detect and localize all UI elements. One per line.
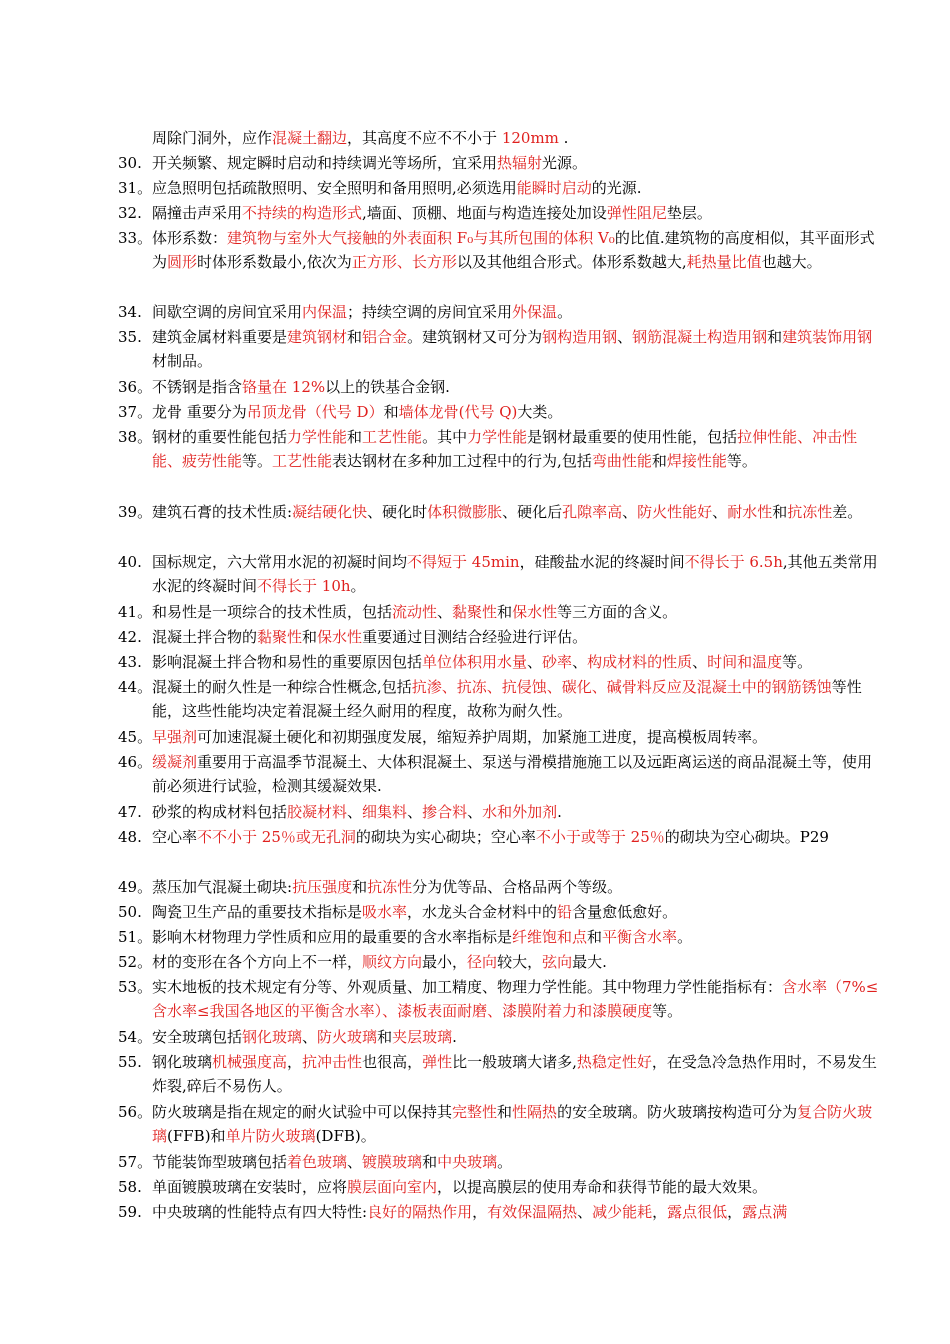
item-text: . — [452, 1028, 457, 1046]
item-text: 龙骨 重要分为 — [152, 403, 247, 421]
highlighted-term: 流动性 — [392, 603, 438, 621]
item-text: 和 — [352, 878, 368, 896]
highlighted-term: 胶凝材料 — [287, 803, 348, 821]
item-text: (DFB)。 — [315, 1127, 376, 1145]
item-number: 39。 — [118, 503, 153, 521]
highlighted-term: 弯曲性能 — [591, 452, 652, 470]
item-number: 54。 — [118, 1028, 153, 1046]
highlighted-term: 纤维饱和点 — [512, 928, 588, 946]
item-text: 重要通过目测结合经验进行评估。 — [362, 628, 588, 646]
item-text: 垫层。 — [666, 204, 712, 222]
highlighted-term: 膜层面向室内 — [347, 1178, 438, 1196]
item-text: 也很高， — [362, 1053, 423, 1071]
highlighted-term: 砂率 — [542, 653, 573, 671]
item-text: 光源。 — [542, 154, 588, 172]
highlighted-term: 热辐射 — [497, 154, 543, 172]
item-number: 33。 — [118, 229, 153, 247]
list-item — [118, 1175, 886, 1199]
highlighted-term: 径向 — [467, 953, 498, 971]
item-text: 周除门洞外，应作 — [152, 129, 273, 147]
highlighted-term: 黏聚性 — [452, 603, 498, 621]
highlighted-term: 体积微膨胀 — [427, 503, 503, 521]
highlighted-term: 不得长于 6.5h — [684, 553, 783, 571]
highlighted-term: 平衡含水率 — [602, 928, 678, 946]
item-text: 混凝土拌合物的 — [152, 628, 258, 646]
highlighted-term: 减少能耗 — [592, 1203, 653, 1221]
list-item — [118, 226, 886, 274]
highlighted-term: 内保温 — [302, 303, 348, 321]
item-number: 56。 — [118, 1103, 153, 1121]
highlighted-term: 焊接性能 — [666, 452, 727, 470]
item-text: 节能装饰型玻璃包括 — [152, 1153, 288, 1171]
highlighted-term: 不持续的构造形式 — [242, 204, 363, 222]
highlighted-term: 凝结硬化快 — [292, 503, 368, 521]
item-number: 37。 — [118, 403, 153, 421]
item-text: 含量愈低愈好。 — [572, 903, 678, 921]
highlighted-term: 有效保温隔热 — [487, 1203, 578, 1221]
list-item — [118, 126, 886, 150]
item-text: 影响木材物理力学性质和应用的最重要的含水率指标是 — [152, 928, 513, 946]
item-text: 钢化玻璃 — [152, 1053, 213, 1071]
highlighted-term: 露点满 — [742, 1203, 788, 1221]
highlighted-term: 保水性 — [317, 628, 363, 646]
item-number: 30. — [118, 154, 142, 172]
list-item — [118, 625, 886, 649]
item-text: 最大. — [572, 953, 607, 971]
list-item — [118, 425, 886, 473]
highlighted-term: 耐水性 — [727, 503, 773, 521]
item-text: ， — [727, 1203, 743, 1221]
item-text: 不锈钢是指含 — [152, 378, 243, 396]
item-text: 比一般玻璃大诸多, — [452, 1053, 577, 1071]
highlighted-term: 抗冻性 — [367, 878, 413, 896]
highlighted-term: 保水性 — [512, 603, 558, 621]
highlighted-term: 建筑装饰用钢 — [782, 328, 873, 346]
list-item — [118, 500, 886, 524]
highlighted-term: 能瞬时启动 — [516, 179, 592, 197]
highlighted-term: 夹层玻璃 — [392, 1028, 453, 1046]
highlighted-term: 钢构造用钢 — [542, 328, 618, 346]
highlighted-term: 拉伸性能、冲击性能、疲劳性能 — [152, 428, 858, 470]
list-item — [118, 900, 886, 924]
item-text: . — [557, 803, 562, 821]
item-text: ,其他五类常用水泥的终凝时间 — [152, 553, 878, 595]
list-item — [118, 1150, 886, 1174]
item-text: 开关频繁、规定瞬时启动和持续调光等场所，宜采用 — [152, 154, 498, 172]
item-text: 、 — [692, 653, 708, 671]
list-item — [118, 151, 886, 175]
item-text: ，其高度不应不不小于 — [347, 129, 502, 147]
highlighted-term: 含水率（7%≤含水率≤我国各地区的平衡含水率）、漆板表面耐磨、漆膜附着力和漆膜硬度 — [152, 978, 879, 1020]
highlighted-term: 镀膜玻璃 — [362, 1153, 423, 1171]
highlighted-term: 防火玻璃 — [317, 1028, 378, 1046]
highlighted-term: 铬量在 12% — [242, 378, 326, 396]
item-text: 等。 — [242, 452, 273, 470]
item-text: 。 — [350, 577, 366, 595]
list-item — [118, 825, 886, 849]
list-item — [118, 1200, 886, 1224]
highlighted-term: 孔隙率高 — [562, 503, 623, 521]
item-text: 是钢材最重要的使用性能，包括 — [527, 428, 738, 446]
item-text: ，硅酸盐水泥的终凝时间 — [519, 553, 685, 571]
list-item — [118, 975, 886, 1023]
highlighted-term: 120mm — [501, 129, 559, 147]
highlighted-term: 工艺性能 — [272, 452, 333, 470]
item-number: 36。 — [118, 378, 153, 396]
item-text: ，水龙头合金材料中的 — [407, 903, 558, 921]
item-text: 和 — [422, 1153, 438, 1171]
item-number: 49。 — [118, 878, 153, 896]
item-number: 58. — [118, 1178, 142, 1196]
list-item — [118, 800, 886, 824]
list-item — [118, 1050, 886, 1098]
highlighted-term: 抗冲击性 — [302, 1053, 363, 1071]
highlighted-term: 掺合料 — [422, 803, 468, 821]
item-text: 较大， — [497, 953, 543, 971]
list-item — [118, 950, 886, 974]
highlighted-term: 吊顶龙骨（代号 D） — [246, 403, 384, 421]
highlighted-term: 良好的隔热作用 — [367, 1203, 473, 1221]
highlighted-term: 耗热量比值 — [686, 253, 762, 271]
item-text: 和 — [347, 328, 363, 346]
item-number: 50. — [118, 903, 142, 921]
item-text: 、 — [467, 803, 483, 821]
item-text: 、 — [712, 503, 728, 521]
highlighted-term: 力学性能 — [287, 428, 348, 446]
item-number: 32. — [118, 204, 142, 222]
item-number: 48. — [118, 828, 142, 846]
highlighted-term: 中央玻璃 — [437, 1153, 498, 1171]
item-text: 、 — [617, 328, 633, 346]
item-number: 35. — [118, 328, 142, 346]
list-item — [118, 300, 886, 324]
item-text: 和 — [772, 503, 788, 521]
item-text: 也越大。 — [761, 253, 822, 271]
item-text: ， — [287, 1053, 303, 1071]
highlighted-term: 黏聚性 — [257, 628, 303, 646]
item-text: 影响混凝土拌合物和易性的重要原因包括 — [152, 653, 423, 671]
highlighted-term: 完整性 — [452, 1103, 498, 1121]
item-text: 的光源. — [591, 179, 642, 197]
highlighted-term: 着色玻璃 — [287, 1153, 348, 1171]
highlighted-term: 铝合金 — [362, 328, 408, 346]
item-text: 应急照明包括疏散照明、安全照明和备用照明,必须选用 — [152, 179, 517, 197]
list-item — [118, 750, 886, 798]
highlighted-term: 热稳定性好 — [576, 1053, 652, 1071]
item-text: 、 — [527, 653, 543, 671]
highlighted-term: 时间和温度 — [707, 653, 783, 671]
item-text: 和 — [377, 1028, 393, 1046]
item-text: 大类。 — [517, 403, 563, 421]
item-text: 材的变形在各个方向上不一样， — [152, 953, 363, 971]
highlighted-term: 铅 — [557, 903, 573, 921]
highlighted-term: 不得长于 10h — [257, 577, 351, 595]
highlighted-term: 机械强度高 — [212, 1053, 288, 1071]
item-text: 可加速混凝土硬化和初期强度发展，缩短养护周期，加紧施工进度，提高模板周转率。 — [197, 728, 768, 746]
list-item — [118, 1025, 886, 1049]
item-text: ，以提高膜层的使用寿命和获得节能的最大效果。 — [437, 1178, 768, 1196]
item-text: 重要用于高温季节混凝土、大体积混凝土、泵送与滑模措施施工以及远距离运送的商品混凝土等，使用前必须进行试验，检测其缓凝效果. — [152, 753, 873, 795]
highlighted-term: 抗冻性 — [787, 503, 833, 521]
item-text: 最小， — [422, 953, 468, 971]
item-number: 34. — [118, 303, 142, 321]
highlighted-term: 水和外加剂 — [482, 803, 558, 821]
item-number: 42. — [118, 628, 142, 646]
item-text: 钢材的重要性能包括 — [152, 428, 288, 446]
highlighted-term: 正方形、长方形 — [351, 253, 457, 271]
item-number: 57。 — [118, 1153, 153, 1171]
item-text: 的砌块为空心砌块。P29 — [664, 828, 829, 846]
highlighted-term: 建筑物与室外大气接触的外表面积 F₀与其所包围的体积 V₀ — [227, 229, 615, 247]
list-item — [118, 725, 886, 749]
item-text: 和 — [587, 928, 603, 946]
item-text: 砂浆的构成材料包括 — [152, 803, 288, 821]
item-text: 时体形系数最小,依次为 — [197, 253, 352, 271]
highlighted-term: 抗渗、抗冻、抗侵蚀、碳化、碱骨料反应及混凝土中的钢筋锈蚀 — [411, 678, 832, 696]
item-text: 、 — [622, 503, 638, 521]
item-number: 51。 — [118, 928, 153, 946]
list-item — [118, 325, 886, 373]
highlighted-term: 早强剂 — [152, 728, 198, 746]
highlighted-term: 力学性能 — [467, 428, 528, 446]
list-item — [118, 400, 886, 424]
item-text: 的比值.建筑物的高度相似，其平面形式为 — [152, 229, 875, 271]
list-item — [118, 600, 886, 624]
item-text: 蒸压加气混凝土砌块: — [152, 878, 293, 896]
item-number: 41。 — [118, 603, 153, 621]
item-text: 中央玻璃的性能特点有四大特性: — [152, 1203, 368, 1221]
item-text: 实木地板的技术规定有分等、外观质量、加工精度、物理力学性能。其中物理力学性能指标有： — [152, 978, 783, 996]
item-text: 建筑金属材料重要是 — [152, 328, 288, 346]
highlighted-term: 混凝土翻边 — [272, 129, 348, 147]
item-text: 、 — [347, 803, 363, 821]
item-text: (FFB)和 — [167, 1127, 226, 1145]
item-text: 和 — [383, 403, 399, 421]
item-number: 53。 — [118, 978, 153, 996]
item-number: 52。 — [118, 953, 153, 971]
item-text: . — [558, 129, 569, 147]
item-text: 国标规定，六大常用水泥的初凝时间均 — [152, 553, 408, 571]
item-number: 59. — [118, 1203, 142, 1221]
highlighted-term: 外保温 — [512, 303, 558, 321]
highlighted-term: 复合防火玻璃 — [152, 1103, 873, 1145]
item-text: 和 — [347, 428, 363, 446]
highlighted-term: 单位体积用水量 — [422, 653, 528, 671]
item-text: 和易性是一项综合的技术性质，包括 — [152, 603, 393, 621]
list-item — [118, 176, 886, 200]
highlighted-term: 单片防火玻璃 — [225, 1127, 316, 1145]
item-text: 和 — [302, 628, 318, 646]
highlighted-term: 工艺性能 — [362, 428, 423, 446]
item-text: ， — [472, 1203, 488, 1221]
item-text: 。 — [557, 303, 573, 321]
item-text: 、 — [302, 1028, 318, 1046]
highlighted-term: 不得短于 45min — [407, 553, 520, 571]
item-number: 46。 — [118, 753, 153, 771]
item-text: 等性能，这些性能均决定着混凝土经久耐用的程度，故称为耐久性。 — [152, 678, 862, 720]
highlighted-term: 弹性 — [422, 1053, 453, 1071]
item-text: ；持续空调的房间宜采用 — [347, 303, 513, 321]
highlighted-term: 性隔热 — [512, 1103, 558, 1121]
highlighted-term: 构成材料的性质 — [587, 653, 693, 671]
item-text: 。 — [497, 1153, 513, 1171]
list-item — [118, 201, 886, 225]
list-item — [118, 675, 886, 723]
list-item — [118, 925, 886, 949]
highlighted-term: 弦向 — [542, 953, 573, 971]
highlighted-term: 露点很低 — [667, 1203, 728, 1221]
item-text: 、硬化后 — [502, 503, 563, 521]
item-text: 等。 — [726, 452, 757, 470]
item-text: 等三方面的含义。 — [557, 603, 678, 621]
list-item — [118, 375, 886, 399]
item-text: 等。 — [782, 653, 813, 671]
highlighted-term: 吸水率 — [362, 903, 408, 921]
item-text: 防火玻璃是指在规定的耐火试验中可以保持其 — [152, 1103, 453, 1121]
item-text: 差。 — [832, 503, 863, 521]
highlighted-term: 墙体龙骨(代号 Q) — [398, 403, 518, 421]
highlighted-term: 圆形 — [167, 253, 198, 271]
item-text: 和 — [497, 1103, 513, 1121]
item-number: 47. — [118, 803, 142, 821]
item-text: 体形系数： — [152, 229, 228, 247]
item-text: 、硬化时 — [367, 503, 428, 521]
item-number: 45。 — [118, 728, 153, 746]
item-text: 和 — [497, 603, 513, 621]
list-item — [118, 550, 886, 598]
list-item — [118, 650, 886, 674]
item-text: ，在受急冷急热作用时，不易发生炸裂,碎后不易伤人。 — [152, 1053, 877, 1095]
highlighted-term: 钢化玻璃 — [242, 1028, 303, 1046]
highlighted-term: 不小于或等于 25％ — [535, 828, 665, 846]
item-text: 以及其他组合形式。体形系数越大, — [456, 253, 687, 271]
item-text: 隔撞击声采用 — [152, 204, 243, 222]
item-text: 材制品。 — [152, 352, 213, 370]
item-text: 、 — [572, 653, 588, 671]
item-text: 、 — [437, 603, 453, 621]
item-text: 分为优等品、合格品两个等级。 — [412, 878, 623, 896]
item-text: 和 — [651, 452, 667, 470]
item-text: 和 — [767, 328, 783, 346]
item-number: 43. — [118, 653, 142, 671]
item-text: 以上的铁基合金钢. — [325, 378, 450, 396]
highlighted-term: 不不小于 25％或无孔洞 — [197, 828, 356, 846]
item-text: 。建筑钢材又可分为 — [407, 328, 543, 346]
item-text: 的砌块为实心砌块；空心率 — [355, 828, 536, 846]
item-text: ,墙面、顶棚、地面与构造连接处加设 — [362, 204, 607, 222]
item-text: 间歇空调的房间宜采用 — [152, 303, 303, 321]
highlighted-term: 防火性能好 — [637, 503, 713, 521]
item-text: 、 — [407, 803, 423, 821]
item-number: 38。 — [118, 428, 153, 446]
item-text: 单面镀膜玻璃在安装时，应将 — [152, 1178, 348, 1196]
highlighted-term: 弹性阻尼 — [606, 204, 667, 222]
item-number: 44。 — [118, 678, 153, 696]
item-text: 的安全玻璃。防火玻璃按构造可分为 — [557, 1103, 798, 1121]
list-item — [118, 1100, 886, 1148]
item-text: 。其中 — [422, 428, 468, 446]
item-text: 、 — [577, 1203, 593, 1221]
item-text: 混凝土的耐久性是一种综合性概念,包括 — [152, 678, 412, 696]
item-text: 安全玻璃包括 — [152, 1028, 243, 1046]
list-item — [118, 875, 886, 899]
highlighted-term: 缓凝剂 — [152, 753, 198, 771]
highlighted-term: 细集料 — [362, 803, 408, 821]
highlighted-term: 顺纹方向 — [362, 953, 423, 971]
item-text: 等。 — [652, 1002, 683, 1020]
item-text: 空心率 — [152, 828, 198, 846]
highlighted-term: 抗压强度 — [292, 878, 353, 896]
highlighted-term: 建筑钢材 — [287, 328, 348, 346]
item-text: 建筑石膏的技术性质: — [152, 503, 293, 521]
item-text: 陶瓷卫生产品的重要技术指标是 — [152, 903, 363, 921]
item-text: 表达钢材在多种加工过程中的行为,包括 — [332, 452, 592, 470]
item-text: ， — [652, 1203, 668, 1221]
item-number: 55. — [118, 1053, 142, 1071]
item-number: 31。 — [118, 179, 153, 197]
item-text: 、 — [347, 1153, 363, 1171]
highlighted-term: 钢筋混凝土构造用钢 — [632, 328, 768, 346]
item-text: 。 — [677, 928, 693, 946]
item-number: 40. — [118, 553, 142, 571]
